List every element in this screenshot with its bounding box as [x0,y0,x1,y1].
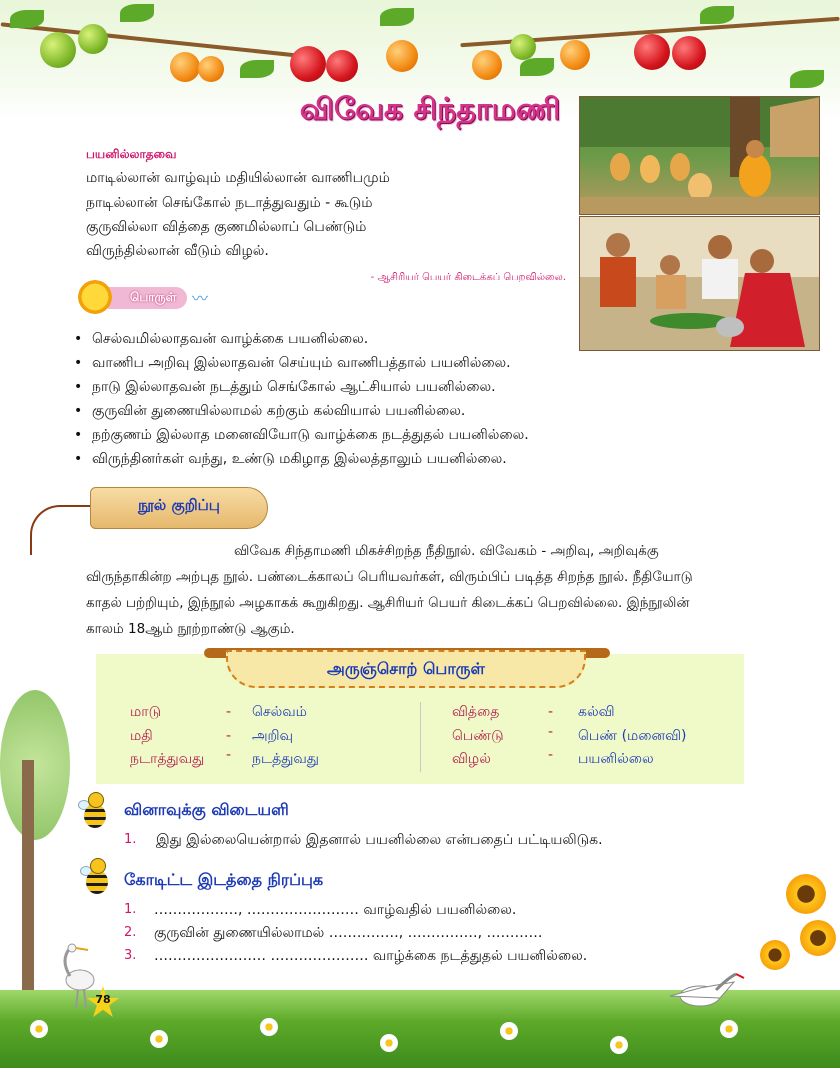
leaf-decoration [120,4,154,22]
question-heading: வினாவுக்கு விடையளி [124,800,289,819]
list-item: • குருவின் துணையில்லாமல் கற்கும் கல்வியால் பயனில்லை. [74,399,634,423]
glossary-divider [420,702,421,772]
leaf-decoration [520,58,554,76]
fruit-icon [198,56,224,82]
fruit-icon [78,24,108,54]
fill-blank-text: …………………… ………………… வாழ்க்கை நடத்துதல் பயனில்லை. [154,948,588,964]
tag-string-decoration [30,505,92,555]
fruit-icon [672,36,706,70]
book-note-line: காலம் 18ஆம் நூற்றாண்டு ஆகும். [86,621,295,637]
fruit-icon [510,34,536,60]
glossary-word: மாடு [130,704,162,720]
daisy-icon [610,1036,628,1054]
question-number: 1. [124,902,137,917]
glossary-dash: - [226,747,232,763]
stork-icon [656,968,746,1018]
bee-icon [80,856,112,896]
poem-line: நாடில்லான் செங்கோல் நடாத்துவதும் - கூடும் [86,195,373,211]
meaning-list [74,327,634,471]
list-item: • விருந்தினர்கள் வந்து, உண்டு மகிழாத இல்லத்தாலும் பயனில்லை. [74,447,634,471]
daisy-icon [260,1018,278,1036]
leaf-decoration [700,6,734,24]
question-number: 3. [124,948,137,963]
fruit-icon [40,32,76,68]
glossary-dash: - [226,728,232,744]
leaf-decoration [380,8,414,26]
glossary-title: அருஞ்சொற் பொருள் [327,659,485,678]
fruit-icon [170,52,200,82]
fruit-icon [386,40,418,72]
fill-blank-text: குருவின் துணையில்லாமல் ……………, ……………, ………… [154,925,543,941]
sunflower-icon [760,940,790,970]
glossary-word: விழல் [452,751,491,767]
daisy-icon [380,1034,398,1052]
daisy-icon [30,1020,48,1038]
glossary-meaning: கல்வி [578,704,615,720]
glossary-meaning: செல்வம் [252,704,307,720]
question-number: 1. [124,832,137,847]
leaf-decoration [790,70,824,88]
book-note-line: விவேக சிந்தாமணி மிகச்சிறந்த நீதிநூல். விவேகம் - அறிவு, அறிவுக்கு [234,543,659,559]
fill-blank-text: ………………, …………………… வாழ்வதில் பயனில்லை. [154,902,517,918]
illustration-students-with-teacher [579,96,820,215]
glossary-word: நடாத்துவது [130,751,205,767]
glossary-dash: - [226,704,232,720]
bird-icon: 〰 [192,289,209,308]
page-number: 78 [95,993,111,1006]
poem-line: குருவில்லா வித்தை குணமில்லாப் பெண்டும் [86,219,367,235]
glossary-word: பெண்டு [452,728,504,744]
book-note-heading: நூல் குறிப்பு [138,496,220,514]
book-note-line: காதல் பற்றியும், இந்நூல் அழகாகக் கூறுகிறது. ஆசிரியர் பெயர் கிடைக்கப் பெறவில்லை. இந்நூலின் [86,595,690,611]
fruit-icon [634,34,670,70]
tree-decoration [0,690,70,840]
list-item: • செல்வமில்லாதவன் வாழ்க்கை பயனில்லை. [74,327,634,351]
tree-trunk-decoration [22,760,34,1000]
glossary-meaning: நடத்துவது [252,751,319,767]
daisy-icon [150,1030,168,1048]
fruit-icon [560,40,590,70]
sunflower-icon [786,874,826,914]
glossary-meaning: அறிவு [252,728,294,744]
fruit-icon [472,50,502,80]
bee-icon [78,790,110,830]
glossary-meaning: பெண் (மனைவி) [578,728,687,744]
question-number: 2. [124,925,137,940]
question-text: இது இல்லையென்றால் இதனால் பயனில்லை என்பதைப் பட்டியலிடுக. [156,832,603,848]
poem-attribution: - ஆசிரியர் பெயர் கிடைக்கப் பெறவில்லை. [370,272,566,283]
poem-heading: பயனில்லாதவை [86,147,177,161]
page-title: விவேக சிந்தாமணி [299,92,561,127]
daisy-icon [720,1020,738,1038]
poem-line: விருந்தில்லான் வீடும் விழல். [86,243,269,259]
sunflower-icon [800,920,836,956]
poem-line: மாடில்லான் வாழ்வும் மதியில்லான் வாணிபமும் [86,170,390,186]
glossary-dash: - [548,724,554,740]
glossary-word: மதி [130,728,153,744]
glossary-dash: - [548,747,554,763]
list-item: • வாணிப அறிவு இல்லாதவன் செய்யும் வாணிபத்தால் பயனில்லை. [74,351,634,375]
leaf-decoration [240,60,274,78]
book-note-body [86,538,746,642]
daisy-icon [500,1022,518,1040]
book-note-line: விருந்தாகின்ற அற்புத நூல். பண்டைக்காலப் பெரியவர்கள், விரும்பிப் படித்த சிறந்த நூல். நீதியோடு [86,569,693,585]
fruit-icon [326,50,358,82]
meaning-heading: பொருள் [108,287,187,309]
glossary-dash: - [548,704,554,720]
fill-blanks-heading: கோடிட்ட இடத்தை நிரப்புக [124,870,324,889]
glossary-word: வித்தை [452,704,500,720]
fruit-icon [290,46,326,82]
sun-icon [78,280,112,314]
list-item: • நற்குணம் இல்லாத மனைவியோடு வாழ்க்கை நடத்துதல் பயனில்லை. [74,423,634,447]
leaf-decoration [10,10,44,28]
list-item: • நாடு இல்லாதவன் நடத்தும் செங்கோல் ஆட்சியால் பயனில்லை. [74,375,634,399]
glossary-meaning: பயனில்லை [578,751,654,767]
